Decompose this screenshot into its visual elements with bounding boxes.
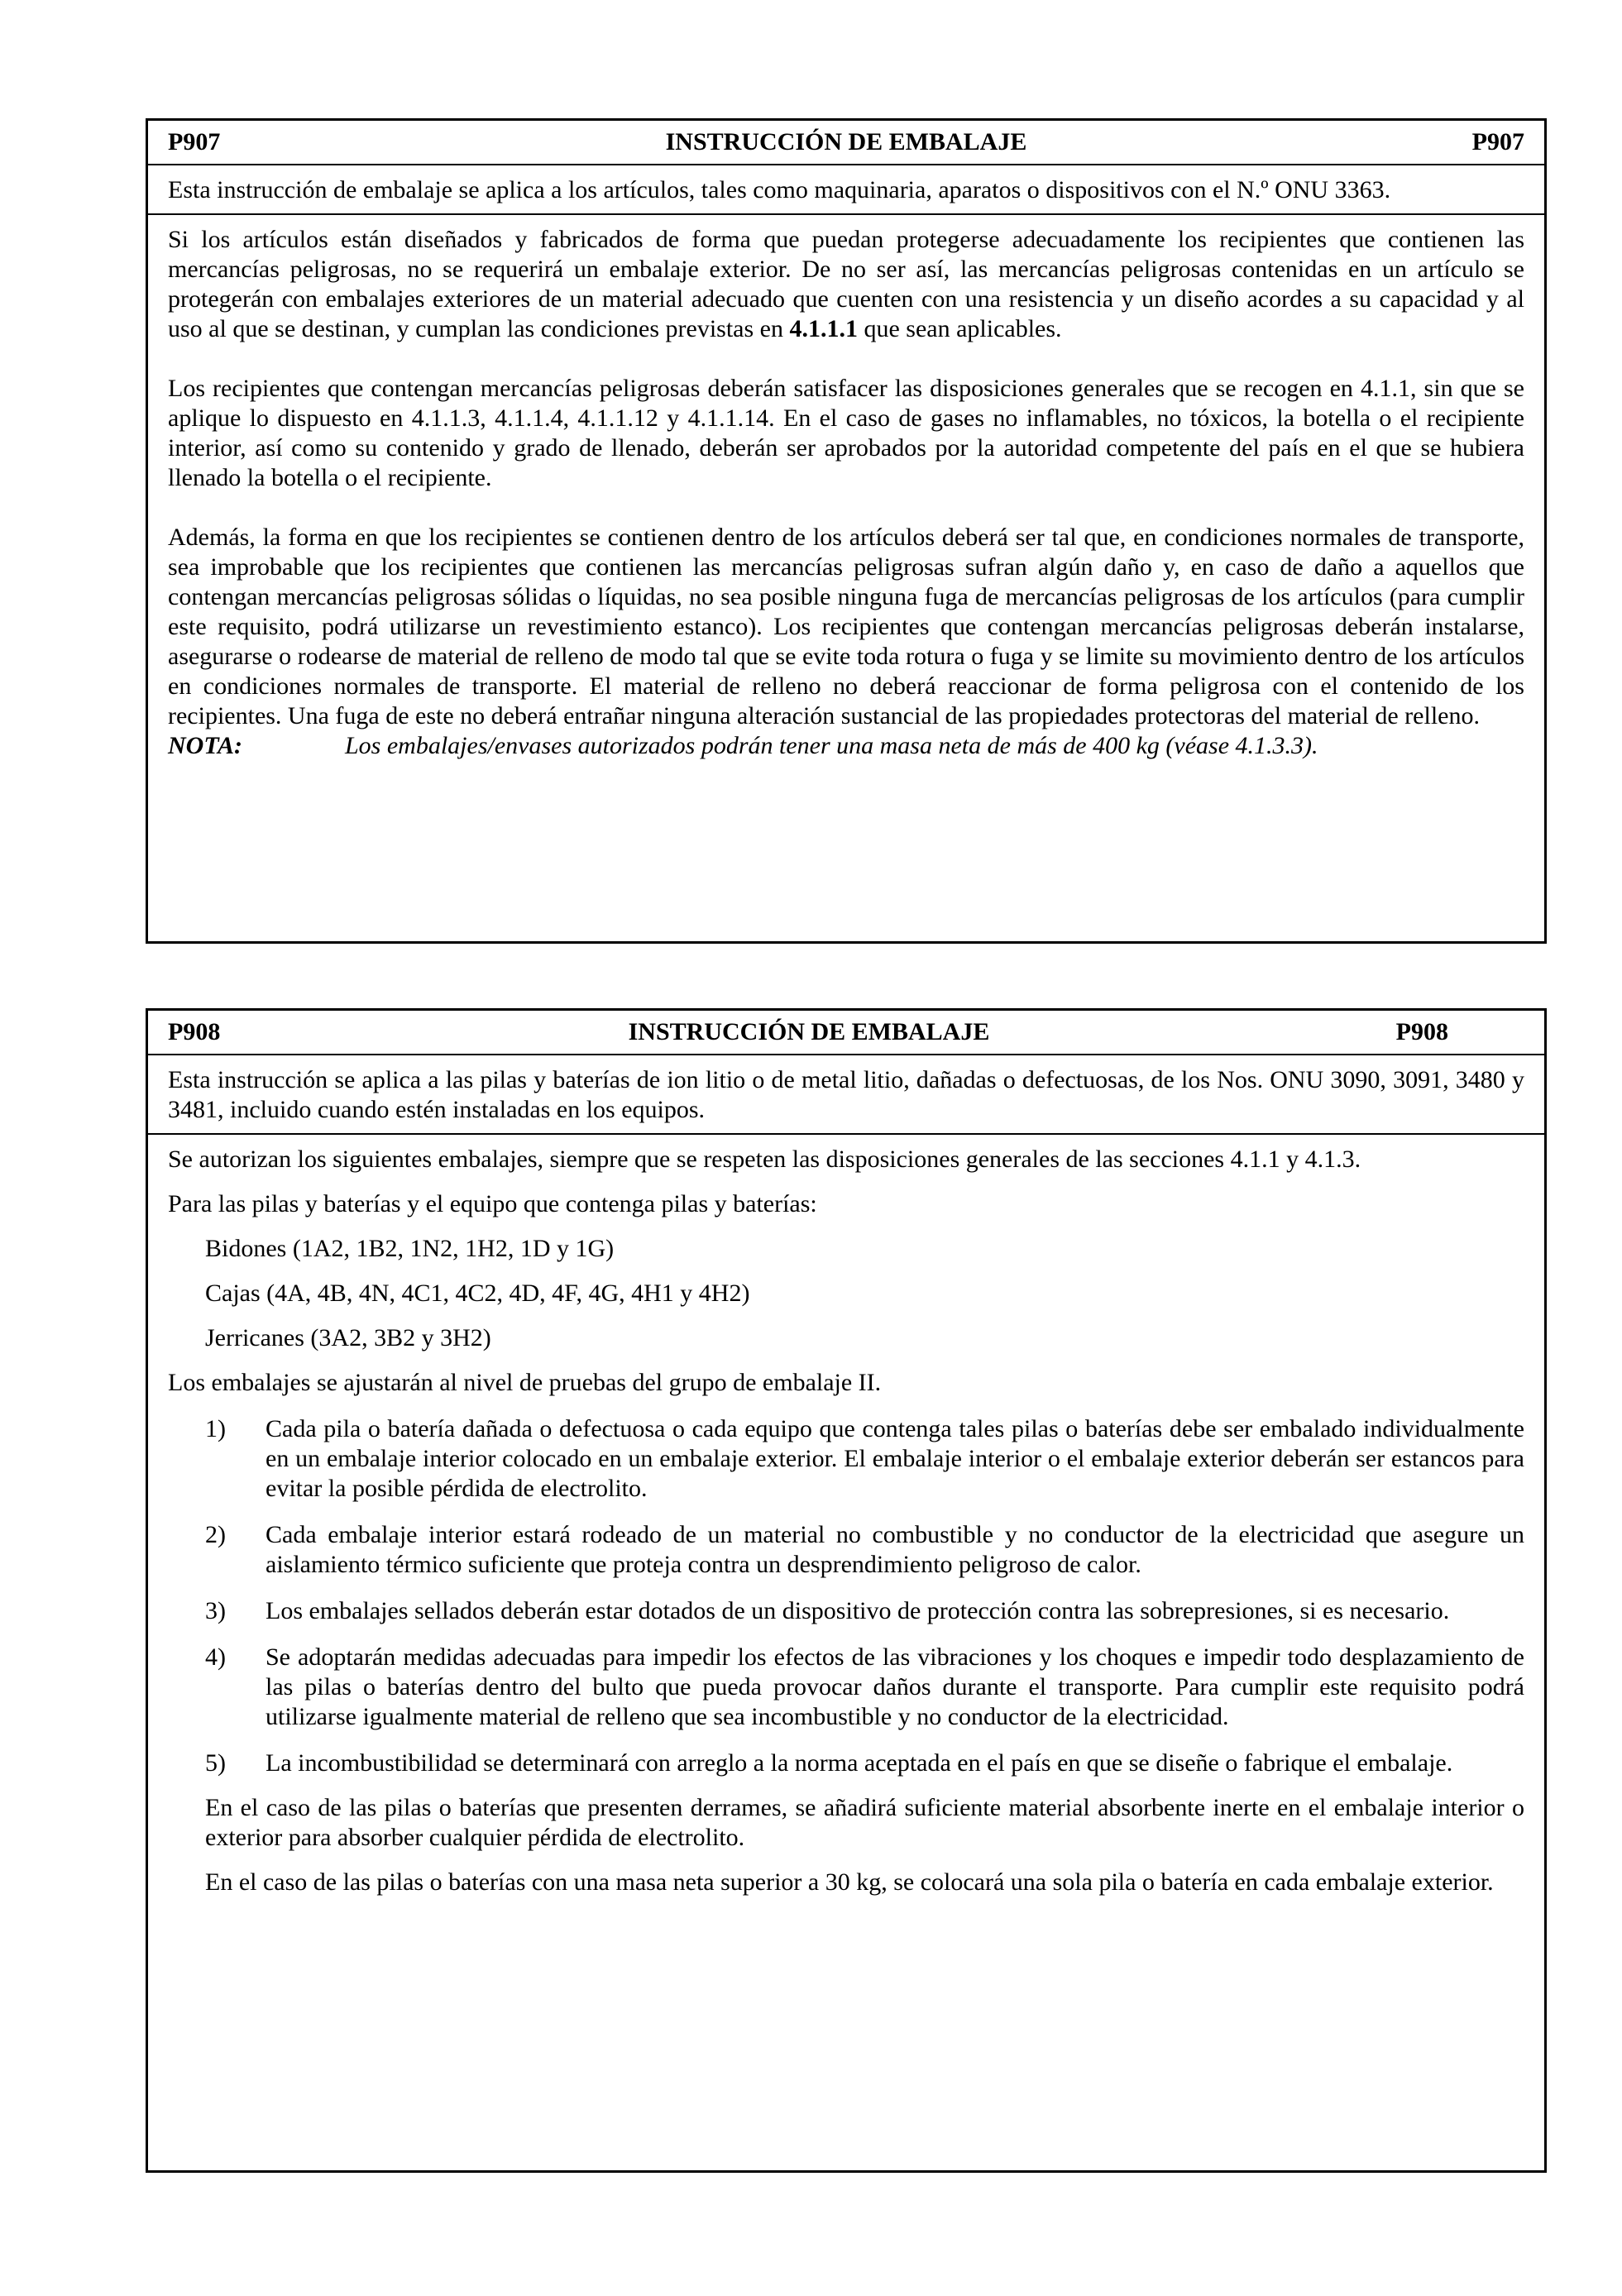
list-item-number: 2) bbox=[205, 1521, 226, 1548]
p908-instruction-box bbox=[146, 1008, 1547, 2173]
p908-scope-row bbox=[148, 1055, 1544, 1135]
p907-paragraph-1-end: que sean aplicables. bbox=[864, 315, 1062, 342]
list-item-text: Los embalajes sellados deberán estar dotados de un dispositivo de protección contra las sobrepresiones, si es necesario. bbox=[266, 1597, 1450, 1624]
p908-body-row bbox=[148, 1135, 1544, 1906]
p907-instruction-box bbox=[146, 118, 1547, 944]
packaging-boxes: Cajas (4A, 4B, 4N, 4C1, 4C2, 4D, 4F, 4G, 4H1 y 4H2) bbox=[205, 1280, 750, 1307]
p907-header bbox=[148, 121, 1544, 165]
list-item-number: 3) bbox=[205, 1597, 226, 1624]
p907-note-text: Los embalajes/envases autorizados podrán tener una masa neta de más de 400 kg (véase 4.1.3.3). bbox=[345, 732, 1318, 759]
list-item-number: 5) bbox=[205, 1749, 226, 1777]
p908-scope: Esta instrucción se aplica a las pilas y baterías de ion litio o de metal litio, dañadas o defectuosas, de los Nos. ONU 3090, 3091, 3480 y 3481, incluido cuando estén instaladas en los equipos. bbox=[168, 1066, 1524, 1123]
p907-title: INSTRUCCIÓN DE EMBALAJE bbox=[665, 128, 1027, 155]
list-item bbox=[168, 1520, 1524, 1580]
list-item-text: Cada pila o batería dañada o defectuosa o cada equipo que contenga tales pilas o baterías debe ser embalado individualmente en un embalaje interior colocado en un embalaje exterior. El embalaje interior o el embalaje exterior deberán ser estancos para evitar la posible pérdida de electrolito. bbox=[266, 1415, 1524, 1502]
packaging-drums: Bidones (1A2, 1B2, 1N2, 1H2, 1D y 1G) bbox=[205, 1235, 615, 1262]
p908-leak-paragraph: En el caso de las pilas o baterías que presenten derrames, se añadirá suficiente material absorbente inerte en el embalaje interior o exterior para absorber cualquier pérdida de electrolito. bbox=[205, 1794, 1524, 1851]
p908-title: INSTRUCCIÓN DE EMBALAJE bbox=[628, 1018, 990, 1045]
list-item bbox=[168, 1643, 1524, 1732]
p907-code-right: P907 bbox=[1471, 128, 1524, 155]
list-item-text: Cada embalaje interior estará rodeado de un material no combustible y no conductor de la electricidad que asegure un aislamiento térmico suficiente que proteja contra un desprendimiento peligroso de calor. bbox=[266, 1521, 1524, 1578]
p907-paragraph-3: Además, la forma en que los recipientes se contienen dentro de los artículos deberá ser tal que, en condiciones normales de transporte, sea improbable que los recipientes que contienen las mercancías peligrosas sufran algún daño y, en caso de daño a aquellos que contengan mercancías peligrosas sólidas o líquidas, no sea posible ninguna fuga de mercancías peligrosas de los artículos (para cumplir este requisito, podrá utilizarse un revestimiento estanco). Los recipientes que contengan mercancías peligrosas deberán instalarse, asegurarse o rodearse de material de relleno de modo tal que se evite toda rotura o fuga y se limite su movimiento dentro de los artículos en condiciones normales de transporte. El material de relleno no deberá reaccionar de forma peligrosa con el contenido de los recipientes. Una fuga de este no deberá entrañar ninguna alteración sustancial de las propiedades protectoras del material de relleno. bbox=[168, 524, 1524, 729]
list-item-text: La incombustibilidad se determinará con arreglo a la norma aceptada en el país en que se diseñe o fabrique el embalaje. bbox=[266, 1749, 1453, 1777]
list-item-number: 4) bbox=[205, 1643, 226, 1671]
p908-code-left: P908 bbox=[168, 1018, 221, 1045]
p908-header bbox=[148, 1011, 1544, 1055]
p907-body-row bbox=[148, 215, 1544, 769]
p908-mass-paragraph: En el caso de las pilas o baterías con una masa neta superior a 30 kg, se colocará una sola pila o batería en cada embalaje exterior. bbox=[205, 1868, 1494, 1896]
packaging-jerricans: Jerricanes (3A2, 3B2 y 3H2) bbox=[205, 1324, 491, 1351]
p908-level-line: Los embalajes se ajustarán al nivel de pruebas del grupo de embalaje II. bbox=[168, 1369, 882, 1396]
p907-scope-row bbox=[148, 165, 1544, 215]
list-item bbox=[168, 1748, 1524, 1778]
p907-note-label: NOTA: bbox=[168, 732, 242, 759]
p908-for-line: Para las pilas y baterías y el equipo que contenga pilas y baterías: bbox=[168, 1190, 817, 1217]
p908-code-right: P908 bbox=[1395, 1018, 1448, 1045]
p907-paragraph-1-text: Si los artículos están diseñados y fabricados de forma que puedan protegerse adecuadamente los recipientes que contienen las mercancías peligrosas, no se requerirá un embalaje exterior. De no ser así, las mercancías peligrosas contenidas en un artículo se protegerán con embalajes exteriores de un material adecuado que cuenten con una resistencia y un diseño acordes a su capacidad y al uso al que se destinan, y cumplan las condiciones previstas en bbox=[168, 226, 1524, 342]
list-item bbox=[168, 1596, 1524, 1626]
p907-scope: Esta instrucción de embalaje se aplica a los artículos, tales como maquinaria, aparatos o dispositivos con el N.º ONU 3363. bbox=[168, 176, 1391, 203]
p908-intro: Se autorizan los siguientes embalajes, siempre que se respeten las disposiciones generales de las secciones 4.1.1 y 4.1.3. bbox=[168, 1146, 1361, 1173]
list-item bbox=[168, 1414, 1524, 1504]
p907-paragraph-1 bbox=[168, 225, 1524, 344]
p907-paragraph-2: Los recipientes que contengan mercancías peligrosas deberán satisfacer las disposiciones generales que se recogen en 4.1.1, sin que se aplique lo dispuesto en 4.1.1.3, 4.1.1.4, 4.1.1.12 y 4.1.1.14. En el caso de gases no inflamables, no tóxicos, la botella o el recipiente interior, así como su contenido y grado de llenado, deberán ser aprobados por la autoridad competente del país en el que se hubiera llenado la botella o el recipiente. bbox=[168, 375, 1524, 491]
list-item-number: 1) bbox=[205, 1415, 226, 1442]
p907-paragraph-1-ref: 4.1.1.1 bbox=[789, 315, 858, 342]
p907-code-left: P907 bbox=[168, 128, 221, 155]
p907-note bbox=[168, 731, 1524, 761]
list-item-text: Se adoptarán medidas adecuadas para impedir los efectos de las vibraciones y los choques e impedir todo desplazamiento de las pilas o baterías dentro del bulto que pueda provocar daños durante el transporte. Para cumplir este requisito podrá utilizarse igualmente material de relleno que sea incombustible y no conductor de la electricidad. bbox=[266, 1643, 1524, 1730]
